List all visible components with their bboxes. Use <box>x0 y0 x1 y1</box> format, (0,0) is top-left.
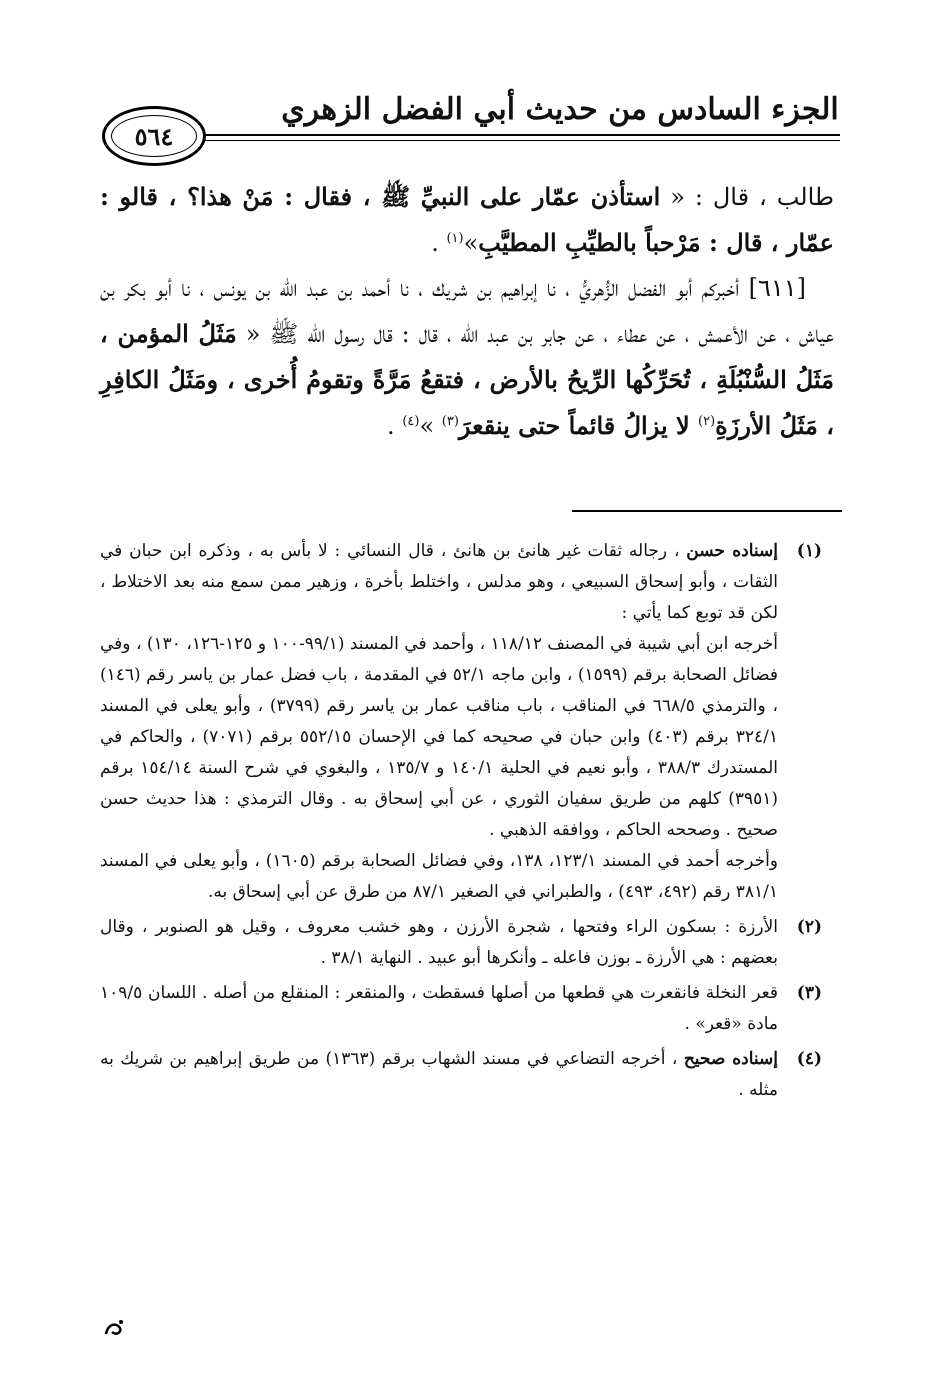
hadith-matn: لا يزالُ قائماً حتى ينقعرَ <box>458 411 699 440</box>
footnote-body <box>100 912 778 974</box>
footnote-4 <box>100 1044 822 1106</box>
page-number-badge <box>102 106 206 166</box>
text-run: . <box>387 412 403 440</box>
header-rule-thin <box>192 140 840 141</box>
footnote-2 <box>100 912 822 974</box>
main-text <box>100 174 834 449</box>
grading: إسناده حسن <box>686 541 778 561</box>
footnote-number: (٤) <box>796 1049 822 1069</box>
footnote-para <box>100 1044 778 1106</box>
footnote-number: (٣) <box>796 983 822 1003</box>
text-run: طالب ، قال : « <box>660 183 834 211</box>
footnote-para <box>100 846 778 908</box>
hadith-paragraph-2 <box>100 266 834 449</box>
footnote-separator <box>572 510 842 512</box>
footnote-para <box>100 978 778 1040</box>
page-number: ٥٦٤ <box>134 121 174 151</box>
hadith-paragraph-1 <box>100 174 834 266</box>
footnotes <box>100 536 822 1110</box>
header-rule <box>192 134 840 136</box>
footnote-text: أخرجه ابن أبي شيبة في المصنف ١١٨/١٢ ، وأحمد في المسند (٩٩/١-١٠٠ و ١٢٥-١٢٦، ١٣٠) ، وفي فضائل الصحابة برقم (١٥٩٩) ، وابن ماجه ٥٢/١ في المقدمة ، باب فضل عمار بن ياسر رقم (١٤٦) ، والترمذي ٦٦٨/٥ في المناقب ، باب مناقب عمار بن ياسر رقم (٣٧٩٩) ، وأبو يعلى في المسند ٣٢٤/١ برقم (٤٠٣) وابن حبان في صحيحه كما في الإحسان ٥٥٢/١٥ برقم (٧٠٧١) ، والحاكم في المستدرك ٣٨٨/٣ ، وأبو نعيم في الحلية ١٤٠/١ و ١٣٥/٧ ، والبغوي في شرح السنة ١٥٤/١٤ برقم (٣٩٥١) كلهم من طريق سفيان الثوري ، عن أبي إسحاق به . وقال الترمذي : هذا حديث حسن صحيح . وصححه الحاكم ، ووافقه الذهبي . <box>100 634 779 840</box>
grading: إسناده صحيح <box>683 1049 779 1069</box>
text-run: » <box>419 412 442 440</box>
page-header <box>96 86 840 166</box>
footnote-ref[interactable]: (١) <box>446 231 464 246</box>
footnote-text: ، أخرجه التضاعي في مسند الشهاب برقم (١٣٦٣) من طريق إبراهيم بن شريك به مثله . <box>100 1049 778 1100</box>
footnote-body <box>100 1044 778 1106</box>
footnote-text: الأرزة : بسكون الراء وفتحها ، شجرة الأرزن ، وهو خشب معروف ، وقيل هو الصنوبر ، وقال بعضهم : هي الأرزة ـ بوزن فاعله ـ وأنكرها أبو عبيد . النهاية ٣٨/١ . <box>100 917 778 968</box>
footnote-text: وأخرجه أحمد في المسند ١٢٣/١، ١٣٨، وفي فضائل الصحابة برقم (١٦٠٥) ، وأبو يعلى في المسند ٣٨١/١ رقم (٤٩٢، ٤٩٣) ، والطبراني في الصغير ٨٧/١ من طرق عن أبي إسحاق به. <box>100 851 779 902</box>
hadith-matn: مَثَلُ المؤمن ، مَثَلُ السُّنْبُلَةِ ، تُحَرِّكُها الرِّيحُ بالأرض ، فتقعُ مَرَّةً وتقومُ أُخرى ، ومَثَلُ الكافِرِ ، مَثَلُ الأرزَةِ <box>100 319 834 440</box>
footnote-number: (٢) <box>796 917 822 937</box>
footnote-ref[interactable]: (٤) <box>402 414 420 429</box>
text-run: » <box>463 229 479 257</box>
footnote-1 <box>100 536 822 908</box>
isnad-text: [٦١١] أخبركم أبو الفضل الزُّهريُّ ، نا إبراهيم بن شريك ، نا أحمد بن عبد الله بن يونس ، نا أبو بكر بن عياش ، عن الأعمش ، عن عطاء ، عن جابر بن عبد الله ، قال : قال رسول الله ﷺ « <box>100 274 834 348</box>
text-run: . <box>431 229 447 257</box>
running-title: الجزء السادس من حديث أبي الفضل الزهري <box>281 92 839 127</box>
footnote-para <box>100 629 778 846</box>
hadith-matn: استأذن عمّار على النبيِّ ﷺ ، فقال : مَنْ هذا؟ ، قالو : عمّار ، قال : مَرْحباً بالطيِّبِ المطيَّبِ <box>100 182 834 257</box>
footnote-para <box>100 912 778 974</box>
footnote-text: قعر النخلة فانقعرت هي قطعها من أصلها فسقطت ، والمنقعر : المنقلع من أصله . اللسان ١٠٩/٥ مادة «قعر» . <box>100 983 778 1034</box>
footnote-body <box>100 978 778 1040</box>
footnote-number: (١) <box>796 541 822 561</box>
footnote-para <box>100 536 778 629</box>
footnote-ref[interactable]: (٣) <box>441 414 459 429</box>
footnote-text: ، رجاله ثقات غير هانئ بن هانئ ، قال النسائي : لا بأس به ، وذكره ابن حبان في الثقات ، وأبو إسحاق السبيعي ، وهو مدلس ، واختلط بأخرة ، وزهير ممن سمع منه بعد الاختلاط ، لكن قد توبع كما يأتي : <box>100 541 778 623</box>
footnote-3 <box>100 978 822 1040</box>
publisher-mark-icon <box>102 1316 128 1342</box>
footnote-ref[interactable]: (٢) <box>698 414 716 429</box>
footnote-body <box>100 536 778 908</box>
